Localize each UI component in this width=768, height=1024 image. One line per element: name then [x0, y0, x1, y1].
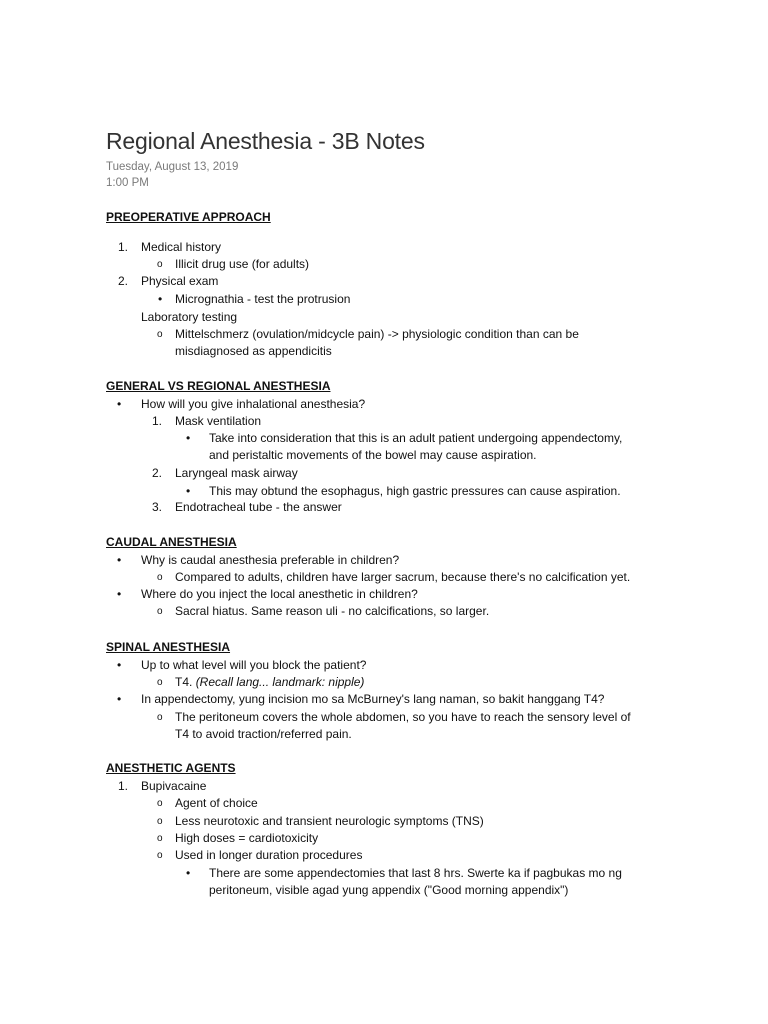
list-item: Less neurotoxic and transient neurologic symptoms (TNS)	[175, 814, 484, 828]
bullet: •	[186, 431, 191, 445]
list-item: Used in longer duration procedures	[175, 848, 363, 862]
circle-bullet: o	[157, 850, 163, 861]
circle-bullet: o	[157, 329, 163, 340]
page-date: Tuesday, August 13, 2019	[106, 161, 239, 173]
list-item: Micrognathia - test the protrusion	[175, 292, 351, 306]
list-number: 1.	[118, 779, 129, 793]
list-number: 2.	[152, 466, 163, 480]
list-item: Medical history	[141, 240, 222, 254]
section-heading-caudal: CAUDAL ANESTHESIA	[106, 535, 237, 549]
list-item: Sacral hiatus. Same reason uli - no calcifications, so larger.	[175, 604, 490, 618]
list-item: Up to what level will you block the patient?	[141, 658, 367, 672]
list-item: Where do you inject the local anesthetic in children?	[141, 587, 418, 601]
bullet: •	[186, 866, 191, 880]
list-number: 1.	[152, 414, 163, 428]
list-item: Laboratory testing	[141, 310, 238, 324]
bullet: •	[186, 484, 191, 498]
list-item: In appendectomy, yung incision mo sa McBurney's lang naman, so bakit hanggang T4?	[141, 692, 605, 706]
section-heading-spinal: SPINAL ANESTHESIA	[106, 640, 231, 654]
page-title: Regional Anesthesia - 3B Notes	[106, 128, 425, 154]
list-item: There are some appendectomies that last 8 hrs. Swerte ka if pagbukas mo ng	[209, 866, 622, 880]
list-item: High doses = cardiotoxicity	[175, 831, 319, 845]
bullet: •	[117, 587, 122, 601]
section-heading-preoperative: PREOPERATIVE APPROACH	[106, 210, 271, 224]
list-item-continued: and peristaltic movements of the bowel may cause aspiration.	[209, 448, 537, 462]
section-heading-general-vs-regional: GENERAL VS REGIONAL ANESTHESIA	[106, 379, 331, 393]
list-item: Endotracheal tube - the answer	[175, 500, 342, 514]
list-number: 2.	[118, 274, 129, 288]
list-item: Laryngeal mask airway	[175, 466, 298, 480]
bullet: •	[117, 553, 122, 567]
bullet: •	[117, 658, 122, 672]
list-item: Physical exam	[141, 274, 219, 288]
circle-bullet: o	[157, 833, 163, 844]
list-item: Mask ventilation	[175, 414, 262, 428]
list-item: The peritoneum covers the whole abdomen, so you have to reach the sensory level of	[175, 710, 631, 724]
list-item-continued: misdiagnosed as appendicitis	[175, 344, 332, 358]
section-heading-anesthetic-agents: ANESTHETIC AGENTS	[106, 761, 236, 775]
list-item: Illicit drug use (for adults)	[175, 257, 310, 271]
list-item-continued: peritoneum, visible agad yung appendix ("Good morning appendix")	[209, 883, 569, 897]
list-number: 1.	[118, 240, 129, 254]
circle-bullet: o	[157, 798, 163, 809]
recall-note: (Recall lang... landmark: nipple)	[195, 675, 365, 689]
list-number: 3.	[152, 500, 163, 514]
bullet: •	[117, 692, 122, 706]
list-item: Bupivacaine	[141, 779, 207, 793]
answer-text: T4.	[175, 675, 193, 689]
circle-bullet: o	[157, 259, 163, 270]
list-item: How will you give inhalational anesthesia?	[141, 397, 366, 411]
list-item: This may obtund the esophagus, high gastric pressures can cause aspiration.	[209, 484, 621, 498]
list-item: Mittelschmerz (ovulation/midcycle pain) -> physiologic condition than can be	[175, 327, 579, 341]
list-item: Take into consideration that this is an adult patient undergoing appendectomy,	[209, 431, 623, 445]
bullet: •	[158, 292, 163, 306]
list-item-continued: T4 to avoid traction/referred pain.	[175, 727, 352, 741]
list-item: Agent of choice	[175, 796, 258, 810]
list-item: Why is caudal anesthesia preferable in children?	[141, 553, 400, 567]
list-item	[175, 674, 364, 691]
circle-bullet: o	[157, 816, 163, 827]
circle-bullet: o	[157, 606, 163, 617]
list-item: Compared to adults, children have larger sacrum, because there's no calcification yet.	[175, 570, 631, 584]
page-time: 1:00 PM	[106, 177, 149, 189]
circle-bullet: o	[157, 572, 163, 583]
bullet: •	[117, 397, 122, 411]
circle-bullet: o	[157, 712, 163, 723]
circle-bullet: o	[157, 677, 163, 688]
